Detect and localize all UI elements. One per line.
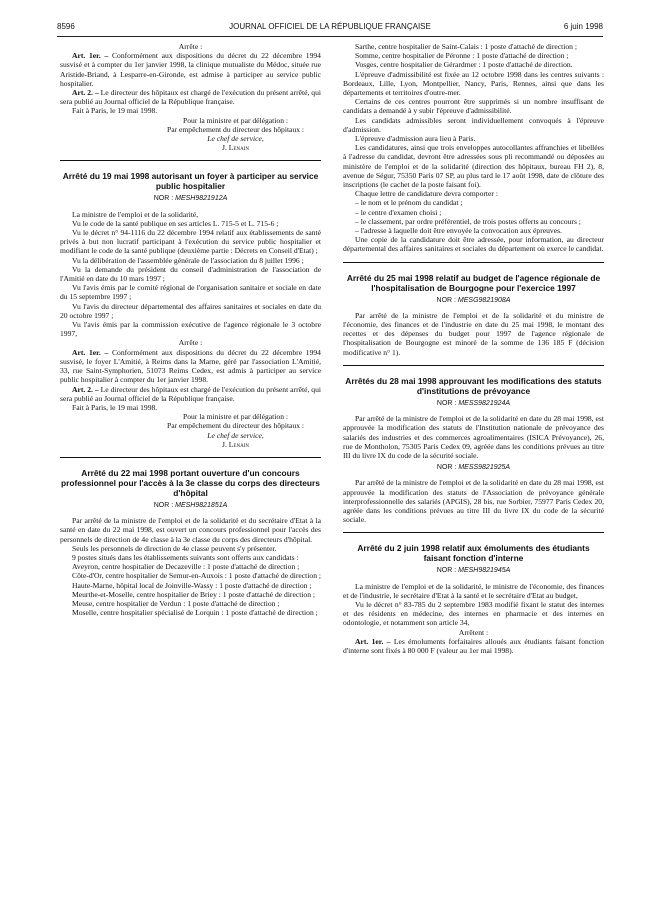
paragraph: La ministre de l'emploi et de la solidarité,	[72, 209, 199, 219]
paragraph: L'épreuve d'admission aura lieu à Paris.	[355, 134, 476, 144]
nor-label: NOR :	[153, 195, 174, 203]
paragraph: Par arrêté de la ministre de l'emploi et de la solidarité et du ministre de l'économie, des finances et de l'industrie en date du 25 mai 1998, le montant des recettes et des dépenses du budget pour 1997 de l'agence régionale de l'hospitalisation de Bourgogne est minoré de la somme de 136 185 F (décision modificative n° 1).	[343, 310, 604, 357]
paragraph: Haute-Marne, hôpital local de Joinville-Wassy : 1 poste d'attaché de direction ;	[72, 580, 312, 590]
paragraph: Vu la délibération de l'assemblée générale de l'association du 8 juillet 1996 ;	[72, 255, 304, 265]
paragraph: Vu le décret n° 94-1116 du 22 décembre 1994 relatif aux établissements de santé privés à but non lucratif participant à l'exécution du service public hospitalier et modifiant le code de la santé publique (deuxième partie : Décrets en Conseil d'Etat) ;	[60, 228, 321, 256]
section-title: Arrêtés du 28 mai 1998 approuvant les modifications des statuts d'institutions de prévoyance	[345, 375, 602, 396]
section-separator	[343, 532, 604, 533]
section-separator	[343, 262, 604, 263]
paragraph: Chaque lettre de candidature devra comporter :	[355, 189, 498, 199]
paragraph: Par arrêté de la ministre de l'emploi et de la solidarité en date du 28 mai 1998, est approuvée la modification des statuts de l'Institution nationale de prévoyance des salariés des industries et des commerces agroalimentaires (ISICA Prévoyance), 26, rue de Montholon, 75305 Paris Cedex 09, agréée dans les conditions prévues au titre III du livre IX du code de la sécurité sociale.	[343, 414, 604, 460]
signature-line: Par empêchement du directeur des hôpitaux :	[166, 124, 305, 134]
paragraph: Les candidats admissibles seront individuellement convoqués à l'épreuve d'admission.	[343, 115, 604, 134]
right-column	[343, 42, 604, 655]
paragraph: Vu l'avis émis par la commission exécutive de l'agence régionale le 3 octobre 1997,	[60, 320, 321, 339]
signature-line: Pour la ministre et par délégation :	[182, 412, 289, 422]
nor-label: NOR :	[153, 501, 174, 509]
paragraph: L'épreuve d'admissibilité est fixée au 12 octobre 1998 dans les centres suivants : Bordeaux, Lille, Lyon, Montpellier, Nancy, Paris, Rennes, ainsi que dans les départements et territoires d'outre-mer.	[343, 69, 604, 98]
paragraph: Par arrêté de la ministre de l'emploi et de la solidarité en date du 28 mai 1998, est approuvée la modification des statuts de l'Association de prévoyance générale interprofessionnelle des salariés (APGIS), 28 bis, rue Sorbier, 75977 Paris Cedex 20, agréée dans les conditions prévues au titre III du livre IX du code de la sécurité sociale.	[343, 478, 604, 525]
article-text: Conformément aux dispositions du décret du 22 décembre 1994 susvisé, le foyer L'Amitié, à Reims dans la Marne, géré par l'association L'Amitié, 33, rue Saint-Symphorien, 51073 Reims Cedex, est admis à participer au service public hospitalier à compter du 1er janvier 1998.	[60, 347, 321, 385]
paragraph: Seuls les personnels de direction de 4e classe peuvent s'y présenter.	[72, 543, 277, 553]
nor-code: MESH9821945A	[458, 567, 511, 575]
article-text: Les émoluments forfaitaires alloués aux étudiants faisant fonction d'interne sont fixés à 80 000 F (valeur au 1er mai 1998).	[343, 636, 604, 655]
nor-reference	[60, 194, 321, 203]
nor-code: MESH9821851A	[175, 501, 228, 509]
nor-label: NOR :	[436, 464, 457, 472]
list-item: – le nom et le prénom du candidat ;	[355, 198, 463, 208]
paragraph: Par arrêté de la ministre de l'emploi et de la solidarité et du secrétaire d'Etat à la santé en date du 22 mai 1998, est ouvert un concours professionnel pour l'accès des personnels de direction de 4e classe à la 3e classe du corps des directeurs d'hôpital.	[60, 516, 321, 544]
article-2	[60, 88, 321, 106]
article-label: Art. 2. –	[72, 88, 99, 98]
article-label: Art. 2. –	[72, 384, 99, 394]
article-label: Art. 1er. –	[72, 51, 109, 61]
page-number: 8596	[57, 22, 75, 31]
fait-line: Fait à Paris, le 19 mai 1998.	[72, 402, 158, 412]
issue-date: 6 juin 1998	[563, 22, 603, 31]
paragraph: Vu l'avis émis par le comité régional de l'organisation sanitaire et sociale en date du 15 septembre 1997 ;	[60, 283, 321, 302]
signature-role: Le chef de service,	[207, 134, 264, 144]
article-2	[60, 385, 321, 403]
paragraph: Une copie de la candidature doit être adressée, pour information, au directeur départemental des affaires sanitaires et sociales du département où exerce le candidat.	[343, 235, 604, 254]
section-title: Arrêté du 19 mai 1998 autorisant un foyer à participer au service public hospitalier	[62, 171, 319, 192]
section-separator	[60, 160, 321, 161]
article-1	[343, 637, 604, 655]
paragraph: Vu l'avis du directeur départemental des affaires sanitaires et sociales en date du 20 octobre 1997 ;	[60, 301, 321, 320]
nor-label: NOR :	[436, 296, 456, 304]
paragraph: Somme, centre hospitalier de Péronne : 1 poste d'attaché de direction ;	[355, 51, 569, 61]
list-item: – l'adresse à laquelle doit être envoyée la convocation aux épreuves.	[355, 226, 562, 236]
header-rule	[57, 36, 603, 37]
nor-reference	[343, 296, 604, 305]
paragraph: Côte-d'Or, centre hospitalier de Semur-en-Auxois : 1 poste d'attaché de direction ;	[72, 571, 321, 581]
paragraph: Meurthe-et-Moselle, centre hospitalier de Briey : 1 poste d'attaché de direction ;	[72, 589, 316, 599]
paragraph: Certains de ces centres pourront être supprimés si un nombre insuffisant de candidats a demandé à y subir l'épreuve d'admissibilité.	[343, 97, 604, 116]
nor-code: MESH9821912A	[175, 195, 228, 203]
nor-label: NOR :	[436, 399, 457, 407]
article-label: Art. 1er. –	[72, 347, 109, 357]
journal-title: JOURNAL OFFICIEL DE LA RÉPUBLIQUE FRANÇAISE	[229, 22, 431, 31]
signature-line: Par empêchement du directeur des hôpitaux :	[166, 421, 305, 431]
signature-name: J. Lenain	[222, 143, 249, 153]
nor-code: MESS9821924A	[458, 399, 511, 407]
section-title: Arrêté du 2 juin 1998 relatif aux émoluments des étudiants faisant fonction d'interne	[357, 543, 590, 564]
paragraph: La ministre de l'emploi et de la solidarité, le ministre de l'économie, des finances et de l'industrie, le secrétaire d'Etat à la santé et le secrétaire d'Etat au budget,	[343, 581, 604, 600]
left-column	[60, 42, 321, 617]
nor-reference	[343, 463, 604, 472]
article-1	[60, 51, 321, 88]
paragraph: 9 postes situés dans les établissements suivants sont offerts aux candidats :	[72, 552, 299, 562]
section-title: Arrêté du 22 mai 1998 portant ouverture d'un concours professionnel pour l'accès à la 3e classe du corps des directeurs d'hôpital	[61, 467, 320, 498]
paragraph: Meuse, centre hospitalier de Verdun : 1 poste d'attaché de direction ;	[72, 598, 280, 608]
paragraph: Vu la demande du président du conseil d'administration de l'association de l'Amitié en date du 10 mars 1997 ;	[60, 264, 321, 284]
signature-role: Le chef de service,	[207, 430, 264, 440]
article-text: Le directeur des hôpitaux est chargé de l'exécution du présent arrêté, qui sera publié au Journal officiel de la République française.	[60, 384, 322, 403]
arrete-label: Arrête :	[178, 338, 203, 348]
article-text: Conformément aux dispositions du décret du 22 décembre 1994 susvisé et à compter du 1er janvier 1998, la clinique mutualiste du Médoc, située rue Aristide-Briand, à Lesparre-en-Gironde, est admise à participer au service public hospitalier.	[60, 51, 321, 88]
arrete-label: Arrête :	[178, 42, 203, 51]
article-label: Art. 1er. –	[355, 636, 391, 646]
paragraph: Aveyron, centre hospitalier de Decazeville : 1 poste d'attaché de direction ;	[72, 562, 300, 572]
fait-line: Fait à Paris, le 19 mai 1998.	[72, 106, 158, 116]
nor-code: MESG9821908A	[457, 296, 511, 304]
paragraph: Sarthe, centre hospitalier de Saint-Calais : 1 poste d'attaché de direction ;	[355, 42, 577, 51]
nor-reference	[343, 566, 604, 575]
paragraph: Les candidatures, ainsi que trois enveloppes autocollantes affranchies et libellées à l'adresse du candidat, devront être adressées sous pli recommandé ou déposées au ministère de l'emploi et de la solidarité (direction des hôpitaux, bureau FH 2), 8, avenue de Ségur, 75350 Paris 07 SP, au plus tard le 17 août 1998, date de clôture des inscriptions (le cachet de la poste faisant foi).	[343, 143, 604, 190]
paragraph: Vosges, centre hospitalier de Gérardmer : 1 poste d'attaché de direction.	[355, 60, 573, 70]
article-text: Le directeur des hôpitaux est chargé de l'exécution du présent arrêté, qui sera publié au Journal officiel de la République française.	[60, 88, 322, 107]
nor-reference	[60, 501, 321, 510]
page-header	[57, 22, 603, 34]
nor-label: NOR :	[436, 567, 457, 575]
section-separator	[60, 457, 321, 458]
signature-name: J. Lenain	[222, 439, 249, 449]
list-item: – le classement, par ordre préférentiel, de trois postes offerts au concours ;	[355, 216, 581, 226]
signature-line: Pour la ministre et par délégation :	[182, 115, 289, 125]
arrete-label: Arrêtent :	[458, 627, 489, 637]
paragraph: Vu le code de la santé publique en ses articles L. 715-5 et L. 715-6 ;	[72, 218, 279, 228]
paragraph: Vu le décret n° 83-785 du 2 septembre 1983 modifié fixant le statut des internes et des résidents en médecine, des internes en pharmacie et des internes en odontologie, et notamment son article 34,	[343, 599, 604, 628]
section-title: Arrêté du 25 mai 1998 relatif au budget de l'agence régionale de l'hospitalisation de Bourgogne pour l'exercice 1997	[346, 272, 601, 293]
article-1	[60, 348, 321, 385]
section-separator	[343, 365, 604, 366]
paragraph: Moselle, centre hospitalier spécialisé de Lorquin : 1 poste d'attaché de direction ;	[72, 608, 318, 618]
list-item: – le centre d'examen choisi ;	[355, 207, 442, 217]
nor-code: MESS9821925A	[458, 464, 511, 472]
nor-reference	[343, 399, 604, 408]
